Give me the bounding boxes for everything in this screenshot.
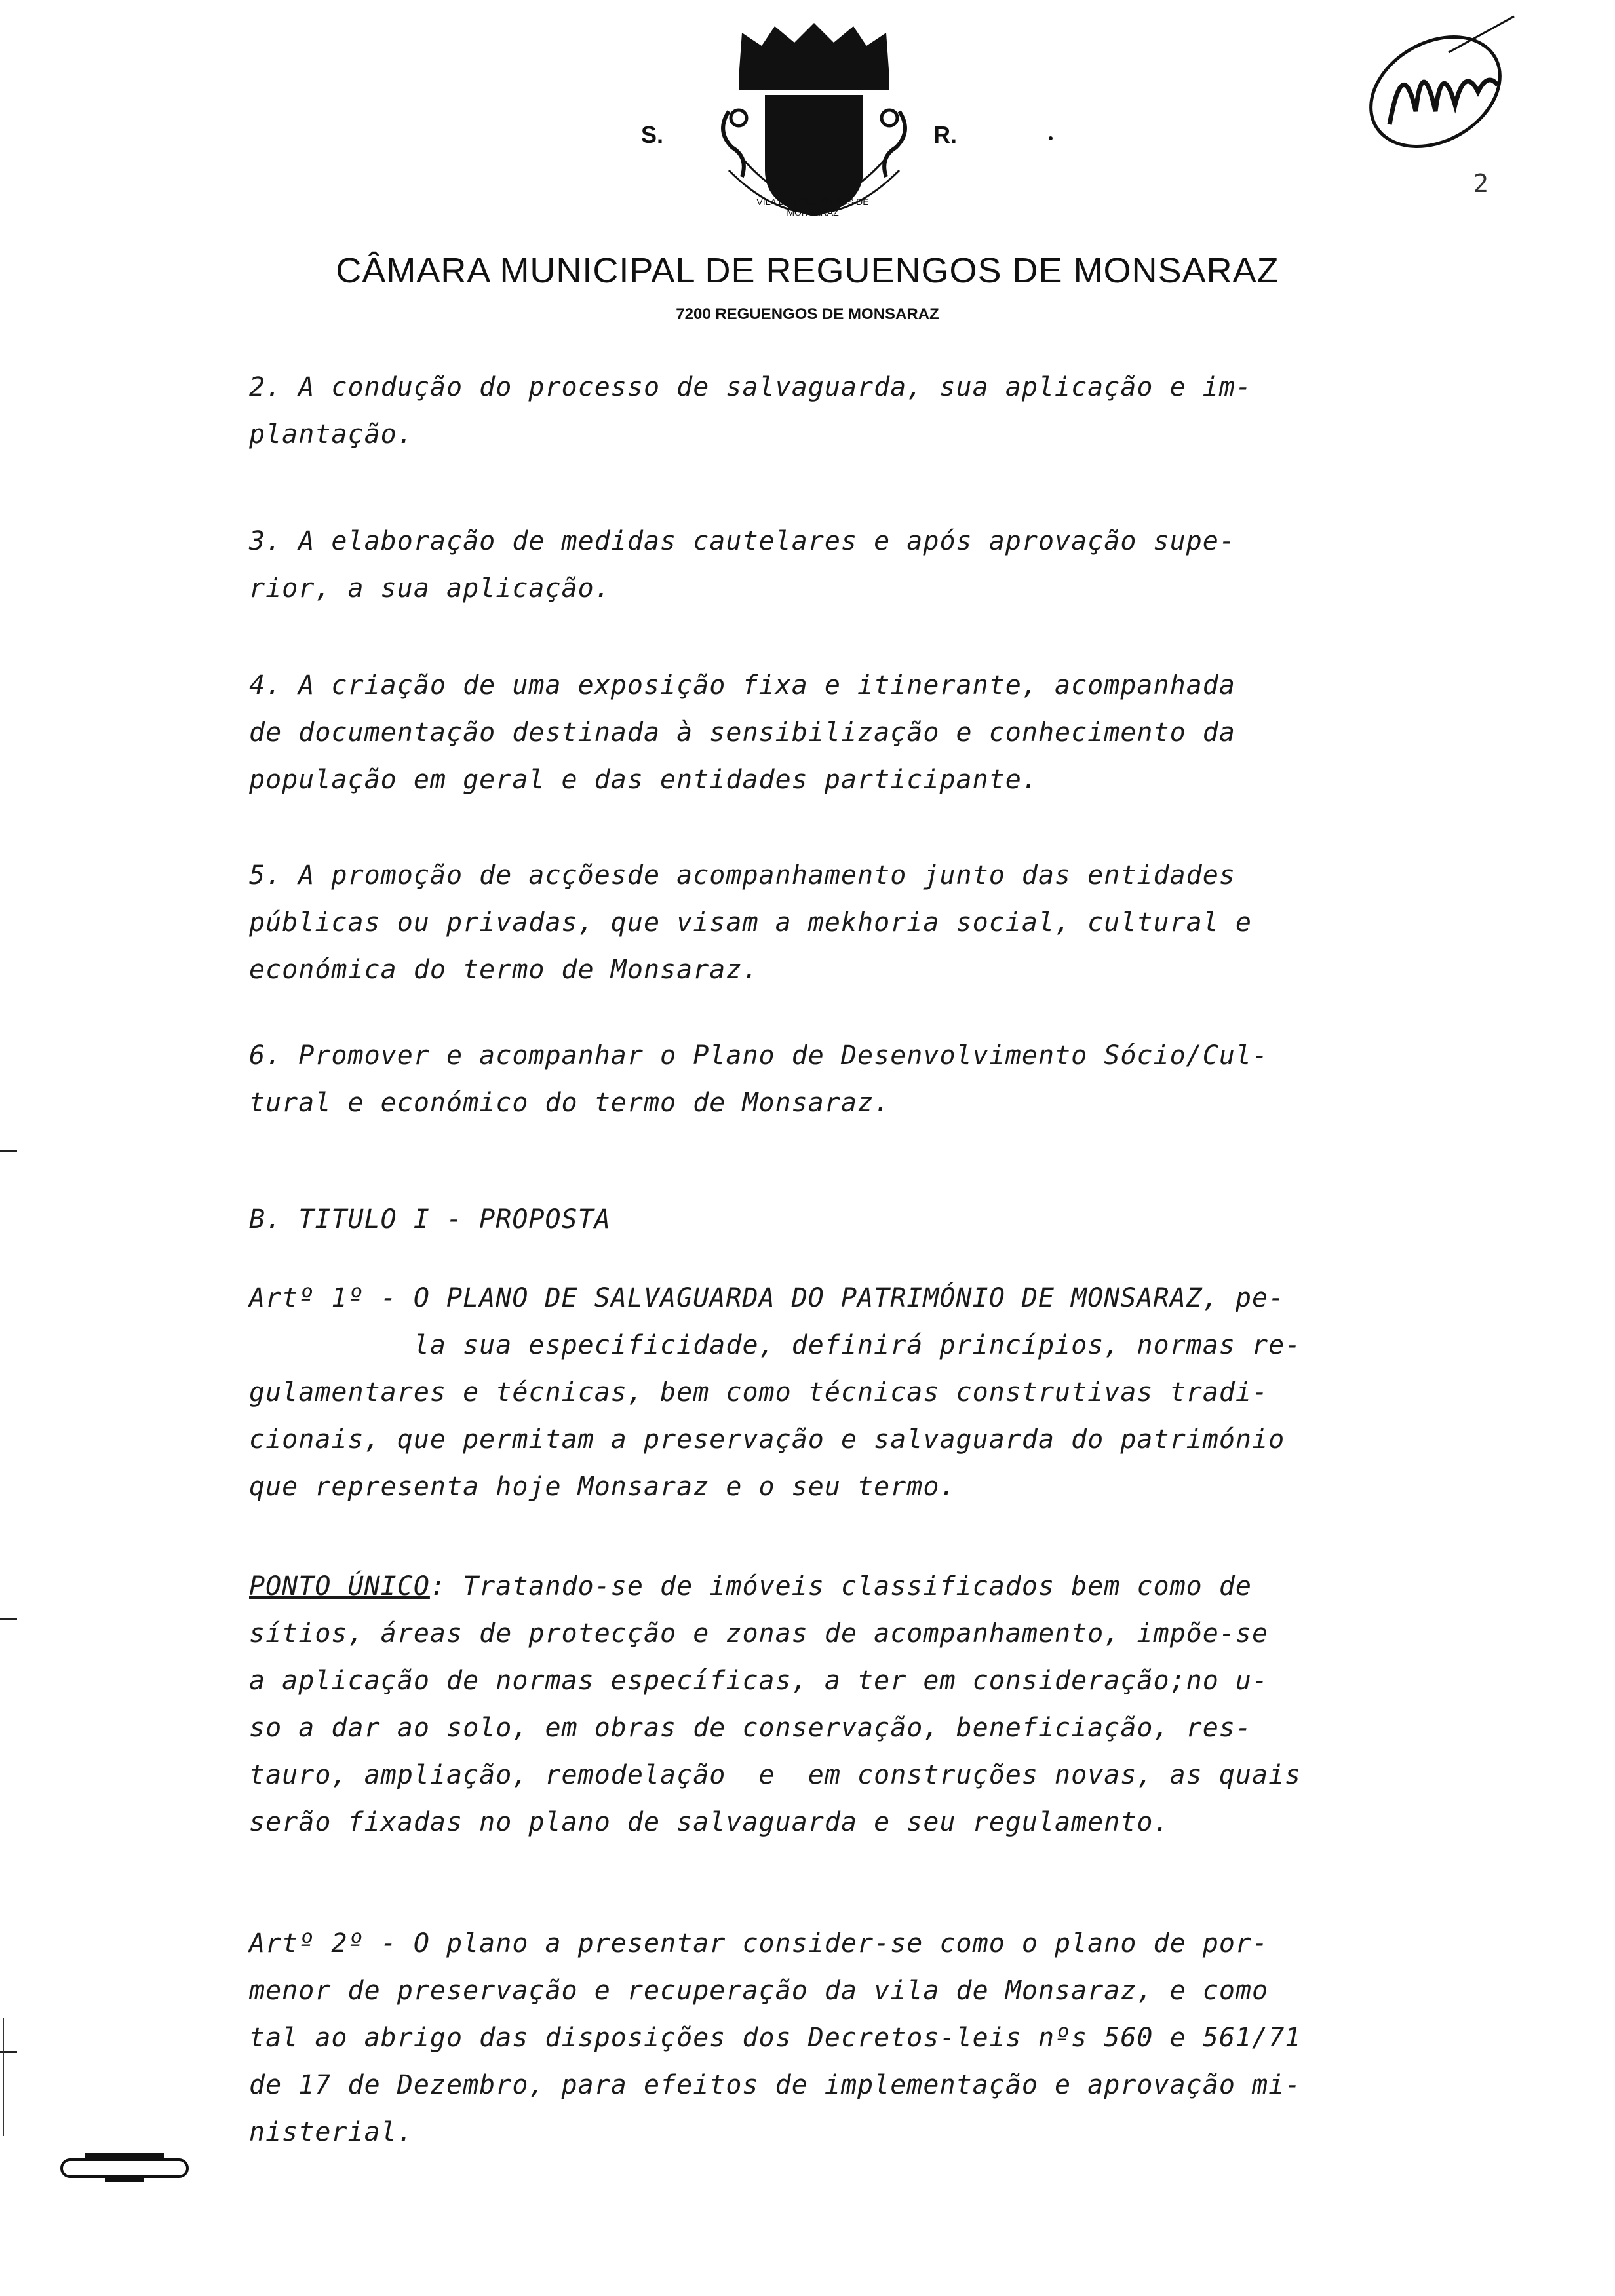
item-6-text: 6. Promover e acompanhar o Plano de Desenvolvimento Sócio/Cul- tural e económico do termo de Monsaraz. xyxy=(249,1041,1269,1118)
crest-banner-text: VILA DE REGUENGOS DE MONSARAZ xyxy=(756,197,869,218)
ponto-unico-label: PONTO ÚNICO xyxy=(249,1571,430,1601)
section-heading-text: B. TITULO I - PROPOSTA xyxy=(249,1204,611,1234)
margin-tick xyxy=(0,1618,17,1620)
item-5-text: 5. A promoção de acçõesde acompanhamento junto das entidades públicas ou privadas, que visam a mekhoria social, cultural e económica do termo de Monsaraz. xyxy=(249,860,1253,985)
org-address: 7200 REGUENGOS DE MONSARAZ xyxy=(676,305,939,323)
article-2 xyxy=(249,1920,1508,2156)
item-2 xyxy=(249,364,1508,458)
header-left-letter: S. xyxy=(641,121,664,148)
article-1-text: Artº 1º - O PLANO DE SALVAGUARDA DO PATRIMÓNIO DE MONSARAZ, pe- la sua especificidade, definirá princípios, normas re- gulamentares e técnicas, bem como técnicas construtivas tradi- cionais, que permitam a preservação e salvaguarda do património que representa hoje Monsaraz e o seu termo. xyxy=(249,1283,1302,1502)
item-6 xyxy=(249,1032,1508,1126)
item-3 xyxy=(249,518,1508,612)
item-3-text: 3. A elaboração de medidas cautelares e após aprovação supe- rior, a sua aplicação. xyxy=(249,526,1236,603)
item-5 xyxy=(249,852,1508,993)
ponto-unico xyxy=(249,1563,1508,1846)
printer-stamp-icon xyxy=(59,2151,190,2186)
margin-line xyxy=(3,2018,4,2136)
item-4 xyxy=(249,662,1508,803)
document-body xyxy=(249,0,1508,2296)
item-2-text: 2. A condução do processo de salvaguarda, sua aplicação e im- plantação. xyxy=(249,372,1253,450)
header-right-letter: R. xyxy=(933,121,957,148)
article-2-text: Artº 2º - O plano a presentar consider-se como o plano de por- menor de preservação e recuperação da vila de Monsaraz, e como tal ao abrigo das disposições dos Decretos-leis nºs 560 e 561/71 de 17 de Dezembro, para efeitos de implementação e aprovação mi- nisterial. xyxy=(249,1928,1302,2147)
margin-tick xyxy=(0,1150,17,1152)
section-heading xyxy=(249,1196,1508,1243)
item-4-text: 4. A criação de uma exposição fixa e itinerante, acompanhada de documentação destinada à sensibilização e conhecimento da população em geral e das entidades participante. xyxy=(249,670,1236,795)
page-number: 2 xyxy=(1473,169,1489,198)
org-name: CÂMARA MUNICIPAL DE REGUENGOS DE MONSARAZ xyxy=(336,251,1279,290)
ponto-unico-text: : Tratando-se de imóveis classificados bem como de sítios, áreas de protecção e zonas de acompanhamento, impõe-se a aplicação de normas específicas, a ter em consideração;no u- so a dar ao solo, em obras de conservação, beneficiação, res- tauro, ampliação, remodelação e em construções novas, as quais serão fixadas no plano de salvaguarda e seu regulamento. xyxy=(249,1571,1302,1837)
article-1 xyxy=(249,1274,1508,1510)
